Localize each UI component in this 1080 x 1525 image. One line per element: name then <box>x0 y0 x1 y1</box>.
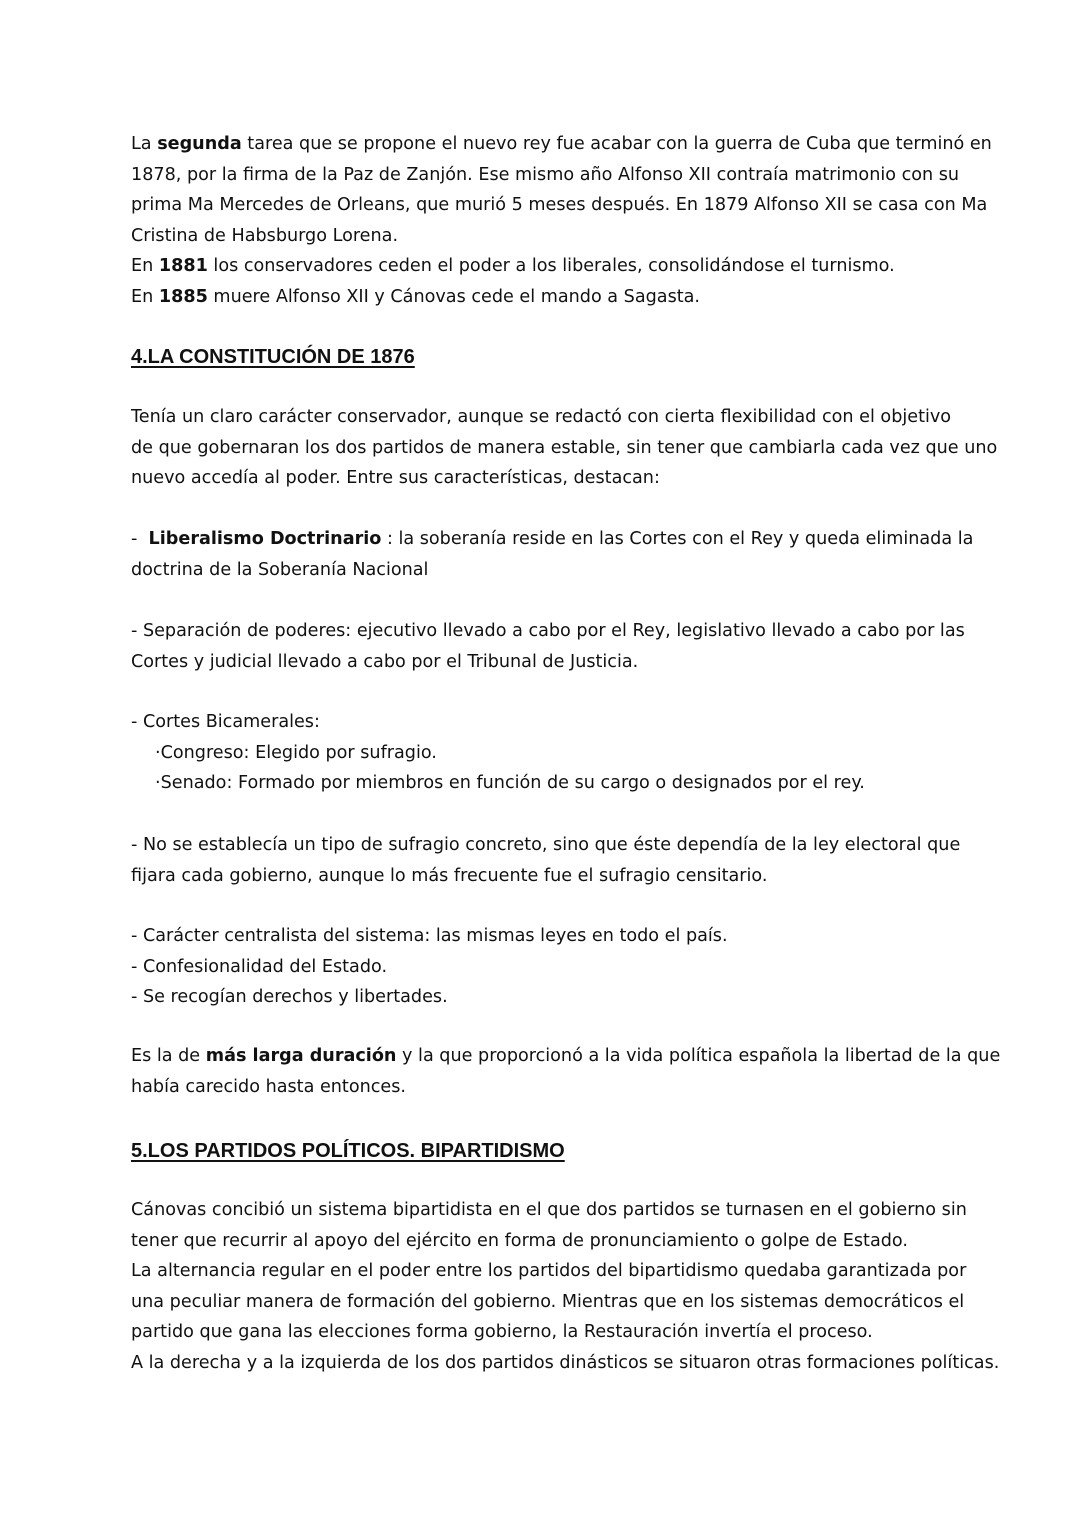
intro-line <box>131 129 1011 160</box>
intro-line: Cristina de Habsburgo Lorena. <box>131 225 399 246</box>
text: y la que proporcionó a la vida política española la libertad de la que <box>396 1046 1001 1066</box>
intro-line: 1878, por la firma de la Paz de Zanjón. Ese mismo año Alfonso XII contraía matrimonio con su <box>131 164 960 185</box>
intro-line <box>131 251 1011 282</box>
paragraph-line: tener que recurrir al apoyo del ejército en forma de pronunciamiento o golpe de Estado. <box>131 1230 908 1251</box>
bold-text: Liberalismo Doctrinario <box>148 529 382 549</box>
separacion-item <box>131 616 1011 677</box>
cortes-item <box>131 707 1011 799</box>
paragraph-line: doctrina de la Soberanía Nacional <box>131 559 429 580</box>
section-heading: 4.LA CONSTITUCIÓN DE 1876 <box>131 346 415 368</box>
text: La <box>131 134 158 154</box>
paragraph-line: - Separación de poderes: ejecutivo llevado a cabo por el Rey, legislativo llevado a cabo por las <box>131 621 965 641</box>
paragraph-line: una peculiar manera de formación del gobierno. Mientras que en los sistemas democráticos el <box>131 1291 965 1312</box>
bold-text: segunda <box>157 134 242 154</box>
list-item: - Se recogían derechos y libertades. <box>131 987 448 1007</box>
text: En <box>131 286 159 307</box>
paragraph-line: La alternancia regular en el poder entre los partidos del bipartidismo quedaba garantizada por <box>131 1261 967 1281</box>
paragraph-line: Cánovas concibió un sistema bipartidista en el que dos partidos se turnasen en el gobierno sin <box>131 1200 967 1220</box>
paragraph-line: Tenía un claro carácter conservador, aunque se redactó con cierta flexibilidad con el objetivo <box>131 407 952 427</box>
paragraph-line: - Cortes Bicamerales: <box>131 712 320 732</box>
paragraph-line: de que gobernaran los dos partidos de manera estable, sin tener que cambiarla cada vez que uno <box>131 437 998 458</box>
liberalismo-item <box>131 524 1011 585</box>
duracion-paragraph <box>131 1041 1011 1102</box>
text: tarea que se propone el nuevo rey fue acabar con la guerra de Cuba que terminó en <box>241 134 992 154</box>
paragraph-line <box>131 524 1011 555</box>
section4-intro <box>131 402 1011 494</box>
section-heading: 5.LOS PARTIDOS POLÍTICOS. BIPARTIDISMO <box>131 1140 565 1162</box>
paragraph-line: había carecido hasta entonces. <box>131 1076 406 1097</box>
section5-paragraph <box>131 1195 1011 1378</box>
paragraph-line: - No se establecía un tipo de sufragio concreto, sino que éste dependía de la ley electoral que <box>131 835 961 855</box>
intro-paragraph <box>131 129 1011 312</box>
text: muere Alfonso XII y Cánovas cede el mando a Sagasta. <box>207 286 701 307</box>
bold-text: más larga duración <box>205 1046 397 1066</box>
text: - <box>131 529 149 549</box>
text: : la soberanía reside en las Cortes con el Rey y queda eliminada la <box>381 529 974 549</box>
intro-line: prima Ma Mercedes de Orleans, que murió 5 meses después. En 1879 Alfonso XII se casa con Ma <box>131 195 988 215</box>
sub-item: ·Senado: Formado por miembros en función de su cargo o designados por el rey. <box>155 773 865 793</box>
text: En <box>131 256 159 276</box>
intro-line <box>131 282 1011 313</box>
bold-text: 1881 <box>158 256 208 276</box>
bold-text: 1885 <box>158 286 208 307</box>
paragraph-line <box>131 1041 1011 1072</box>
text: Es la de <box>131 1046 206 1066</box>
paragraph-line: fijara cada gobierno, aunque lo más frecuente fue el sufragio censitario. <box>131 865 768 886</box>
paragraph-line: A la derecha y a la izquierda de los dos partidos dinásticos se situaron otras formaciones políticas. <box>131 1352 1000 1373</box>
paragraph-line: nuevo accedía al poder. Entre sus características, destacan: <box>131 468 660 488</box>
list-item: - Carácter centralista del sistema: las mismas leyes en todo el país. <box>131 926 728 946</box>
sufragio-item <box>131 830 1011 891</box>
features-list <box>131 921 1011 1013</box>
list-item: - Confesionalidad del Estado. <box>131 956 388 977</box>
paragraph-line: Cortes y judicial llevado a cabo por el Tribunal de Justicia. <box>131 651 639 672</box>
text: los conservadores ceden el poder a los liberales, consolidándose el turnismo. <box>207 256 895 276</box>
paragraph-line: partido que gana las elecciones forma gobierno, la Restauración invertía el proceso. <box>131 1322 873 1342</box>
sub-item: ·Congreso: Elegido por sufragio. <box>155 742 437 763</box>
